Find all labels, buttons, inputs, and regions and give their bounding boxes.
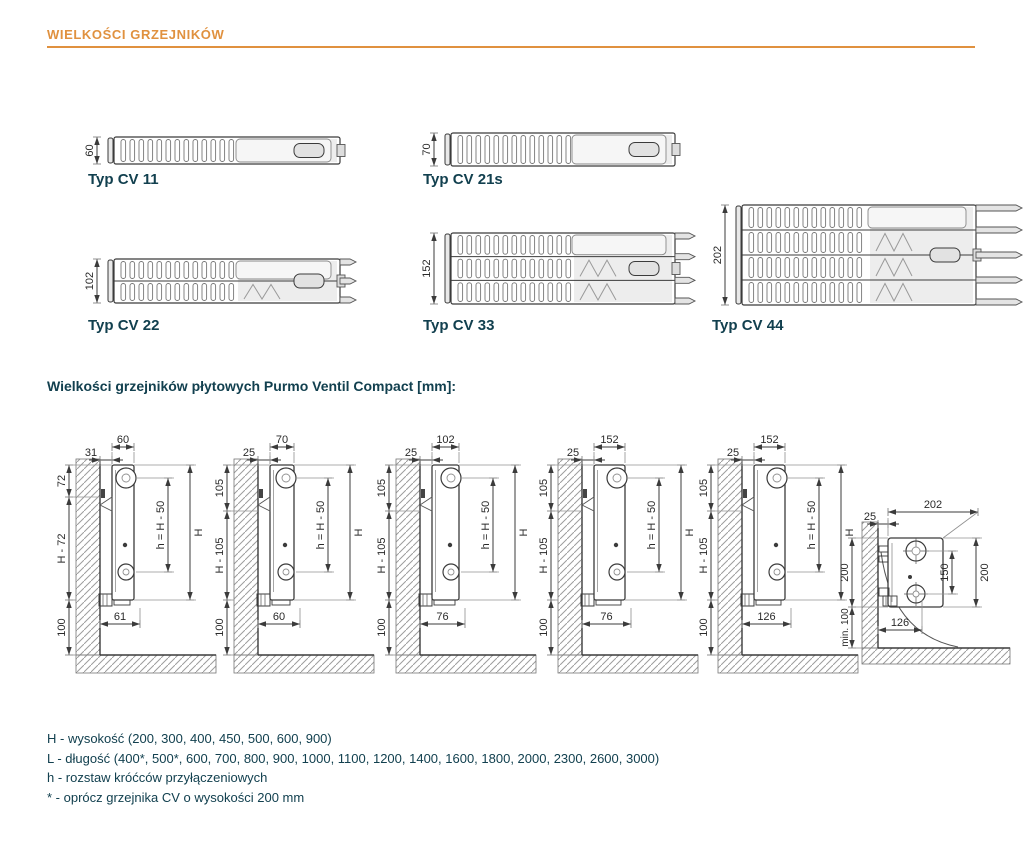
dim-label: 70 [421,143,433,156]
dim-label: 25 [566,447,580,459]
dim-label: 100 [538,618,550,637]
dim-label: h = H - 50 [646,500,658,550]
dim-label: H [844,528,856,537]
installation-drawing-4 [538,434,698,673]
dim-label: 105 [538,478,550,498]
dim-label: 105 [214,478,226,498]
page-title: WIELKOŚCI GRZEJNIKÓW [47,27,225,42]
dim-label: h = H - 50 [480,500,492,550]
installation-drawing-1 [56,434,216,673]
dim-label: H - 105 [698,537,710,574]
installation-drawing-5 [698,434,858,673]
dim-label: 105 [698,478,710,498]
dim-label: H - 105 [376,537,388,574]
dim-label: 60 [272,611,286,623]
dim-label: 152 [421,259,433,278]
dim-label: 100 [698,618,710,637]
dim-label: 76 [600,611,613,623]
dim-label: 126 [890,617,910,629]
section-title: Wielkości grzejników płytowych Purmo Ventil Compact [mm]: [47,378,457,394]
type-label-cv21s: Typ CV 21s [423,171,503,188]
dim-label: 202 [923,499,943,511]
dim-label: 152 [760,434,779,446]
dim-label: 100 [56,618,68,637]
dim-label: min. 100 [840,608,851,647]
dim-label: 102 [436,434,455,446]
installation-drawing-3 [376,434,536,673]
dim-label: H - 72 [56,533,68,564]
dim-label: 76 [436,611,449,623]
type-label-cv11: Typ CV 11 [88,171,159,188]
dim-label: 25 [863,511,877,523]
dim-label: 60 [84,144,96,157]
installation-drawing-2 [214,434,374,673]
dim-label: H - 105 [538,537,550,574]
cross-section-cv33 [421,233,695,304]
dim-label: 25 [726,447,740,459]
type-label-cv33: Typ CV 33 [423,317,495,334]
dim-label: 200 [839,563,851,582]
dim-label: H - 105 [214,537,226,574]
cross-section-cv44 [712,205,1022,305]
cross-section-cv22 [84,259,356,303]
dim-label: 126 [757,611,776,623]
legend-spacing-line: h - rozstaw króćców przyłączeniowych [47,770,268,785]
dim-label: 25 [404,447,418,459]
cross-section-cv11 [84,137,345,164]
header-rule [47,46,975,48]
cross-section-cv21s [421,133,680,166]
dim-label: 31 [84,447,98,459]
dim-label: H [193,528,205,537]
dim-label: 72 [56,474,68,488]
dim-label: h = H - 50 [155,500,167,550]
dim-label: 202 [712,245,724,265]
dim-label: H [518,528,530,537]
dim-label: H [353,528,365,537]
legend-length-line: L - długość (400*, 500*, 600, 700, 800, 900, 1000, 1100, 1200, 1400, 1600, 1800, 2000, 2300, 2600, 3000) [47,750,660,766]
legend-height-line: H - wysokość (200, 300, 400, 450, 500, 600, 900) [47,731,332,746]
dim-label: 100 [376,618,388,637]
dim-label: 61 [113,611,127,623]
floor-detail-drawing [839,499,1010,664]
type-label-cv22: Typ CV 22 [88,317,160,334]
legend [47,729,659,807]
dim-label: 200 [979,563,991,582]
dim-label: 150 [939,563,951,582]
dim-label: 152 [600,434,619,446]
dim-label: h = H - 50 [315,500,327,550]
type-label-cv44: Typ CV 44 [712,317,784,334]
dim-label: 25 [242,447,256,459]
dim-label: 60 [116,434,130,446]
legend-footnote-line: * - oprócz grzejnika CV o wysokości 200 mm [47,789,305,805]
dim-label: H [684,528,696,537]
dim-label: h = H - 50 [806,500,818,550]
dim-label: 100 [214,618,226,637]
dim-label: 70 [275,434,289,446]
dim-label: 105 [376,478,388,498]
dim-label: 102 [84,271,96,291]
